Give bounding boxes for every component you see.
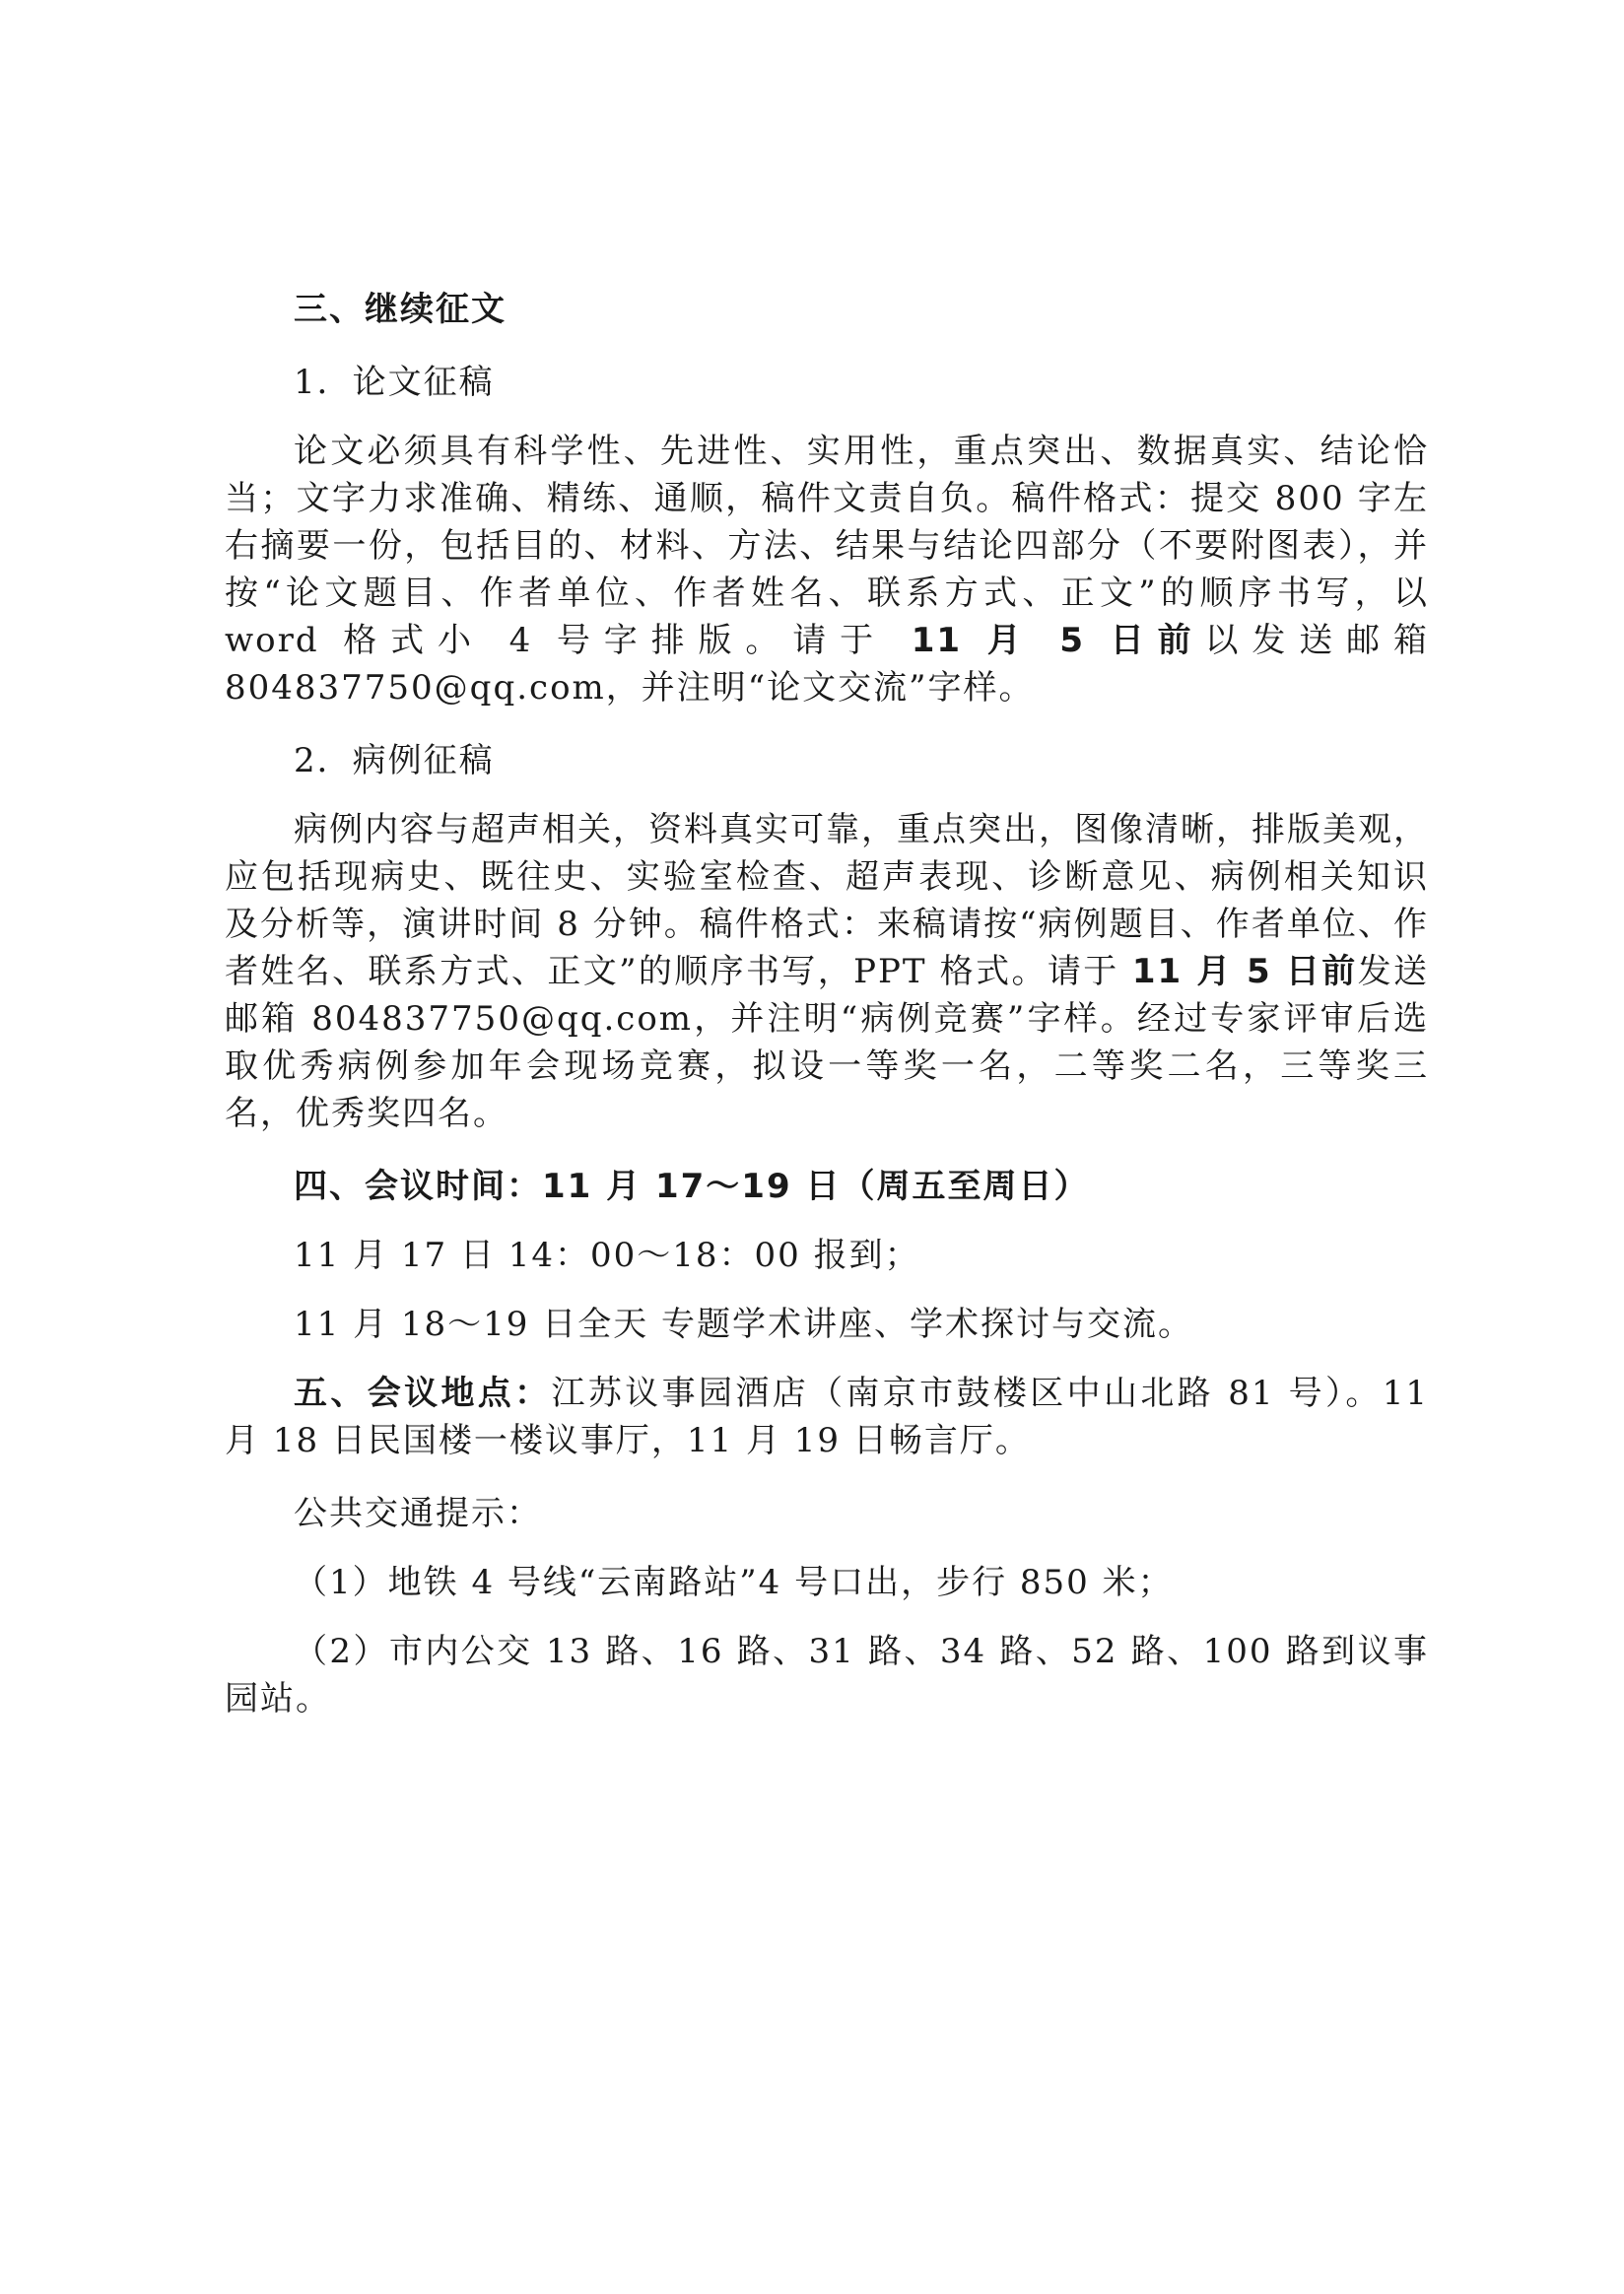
item-1-deadline: 11 月 5 日前: [911, 621, 1205, 660]
item-2-deadline: 11 月 5 日前: [1131, 952, 1358, 991]
section-5-heading: 五、会议地点：: [294, 1374, 552, 1413]
item-2-body-text-a: 病例内容与超声相关，资料真实可靠，重点突出，图像清晰，排版美观，应包括现病史、既往史、实验室检查、超声表现、诊断意见、病例相关知识及分析等，演讲时间 8 分钟。稿件格式：来稿请按“病例题目、作者单位、作者姓名、联系方式、正文”的顺序书写，PPT 格式。请于: [225, 810, 1429, 991]
item-1-body-text-a: 论文必须具有科学性、先进性、实用性，重点突出、数据真实、结论恰当；文字力求准确、精练、通顺，稿件文责自负。稿件格式：提交 800 字左右摘要一份，包括目的、材料、方法、结果与结论四部分（不要附图表），并按“论文题目、作者单位、作者姓名、联系方式、正文”的顺序书写，以 word 格式小 4 号字排版。请于: [225, 432, 1429, 660]
item-1-body-text-b: 以发送邮箱 804837750@qq.com，并注明“论文交流”字样。: [225, 621, 1430, 708]
item-1-body: [225, 428, 1429, 711]
document-body: [225, 286, 1429, 1722]
item-2-body-text-b: 发送邮箱 804837750@qq.com，并注明“病例竞赛”字样。经过专家评审后选取优秀病例参加年会现场竞赛，拟设一等奖一名，二等奖二名，三等奖三名，优秀奖四名。: [225, 952, 1430, 1133]
transit-item-2: （2）市内公交 13 路、16 路、31 路、34 路、52 路、100 路到议事园站。: [225, 1632, 1429, 1719]
transit-title: 公共交通提示：: [294, 1494, 542, 1533]
section-4-heading: 四、会议时间：11 月 17～19 日（周五至周日）: [294, 1167, 1090, 1206]
item-1-title: 1．论文征稿: [294, 363, 495, 402]
section-5-body: [225, 1370, 1429, 1464]
transit-item-1: （1）地铁 4 号线“云南路站”4 号口出，步行 850 米；: [294, 1563, 1174, 1602]
item-2-title: 2．病例征稿: [294, 741, 495, 780]
section-5-text: 江苏议事园酒店（南京市鼓楼区中山北路 81 号）。11 月 18 日民国楼一楼议事厅，11 月 19 日畅言厅。: [225, 1374, 1429, 1460]
section-3-heading: 三、继续征文: [294, 290, 507, 329]
section-4-line-1: 11 月 17 日 14：00～18：00 报到；: [294, 1236, 920, 1275]
item-2-body: [225, 806, 1429, 1137]
section-4-line-2: 11 月 18～19 日全天 专题学术讲座、学术探讨与交流。: [294, 1305, 1194, 1344]
